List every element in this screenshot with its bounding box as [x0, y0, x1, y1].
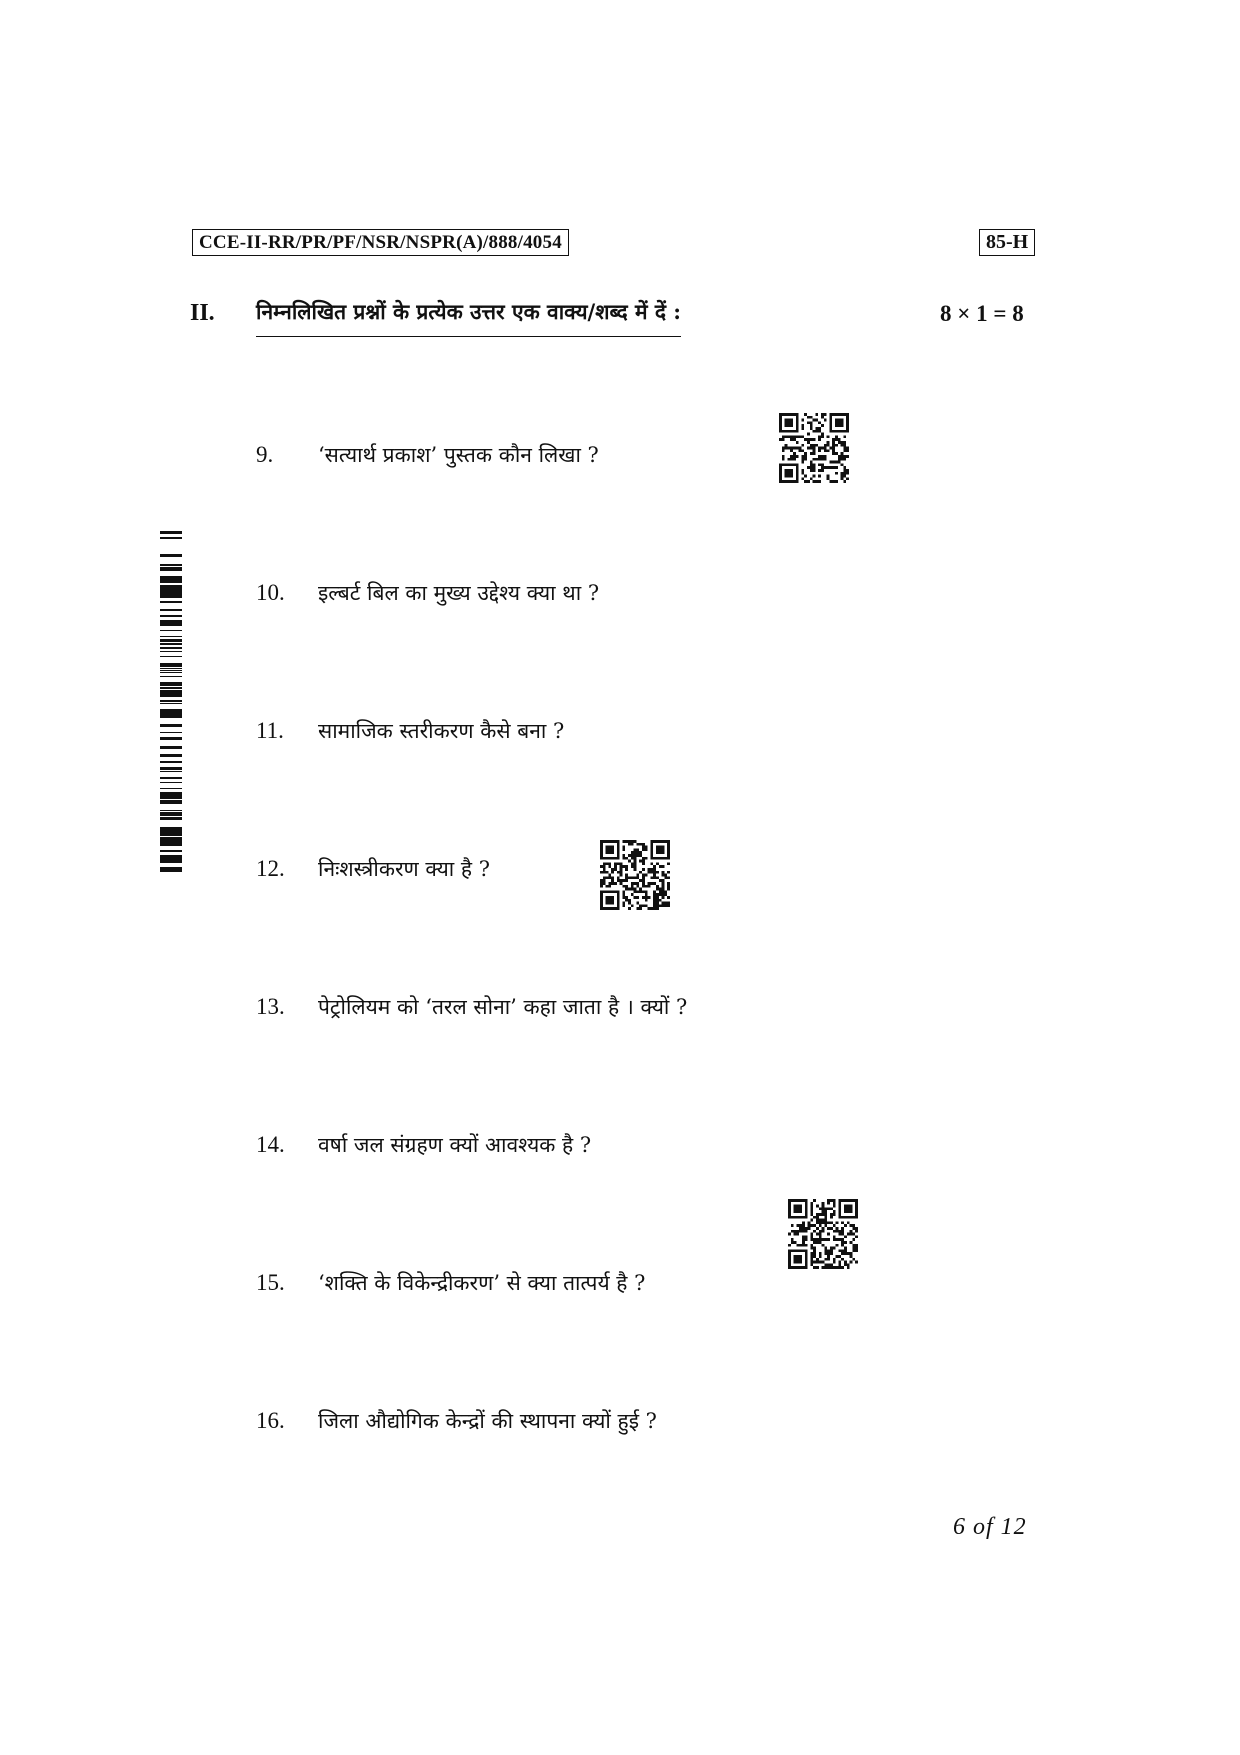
- question-number: 12.: [256, 856, 285, 881]
- question-number: 11.: [256, 718, 284, 743]
- qr-code-icon: [600, 840, 670, 910]
- question-13: [256, 993, 687, 1021]
- page-indicator: 6 of 12: [953, 1514, 1027, 1540]
- question-number: 14.: [256, 1132, 285, 1157]
- question-text: निःशस्त्रीकरण क्या है ?: [318, 857, 491, 881]
- question-text: इल्बर्ट बिल का मुख्य उद्देश्य क्या था ?: [318, 581, 600, 605]
- barcode-icon: [160, 527, 182, 872]
- question-text: ‘शक्ति के विकेन्द्रीकरण’ से क्या तात्पर्य है ?: [318, 1271, 646, 1295]
- question-text: सामाजिक स्तरीकरण कैसे बना ?: [318, 719, 565, 743]
- question-16: [256, 1407, 657, 1435]
- section-marks: 8 × 1 = 8: [940, 301, 1024, 326]
- question-12: [256, 855, 490, 883]
- question-10: [256, 579, 599, 607]
- question-14: [256, 1131, 591, 1159]
- question-number: 10.: [256, 580, 285, 605]
- question-9: [256, 441, 599, 469]
- paper-code: 85-H: [979, 229, 1035, 256]
- section-instruction: निम्नलिखित प्रश्नों के प्रत्येक उत्तर एक वाक्य/शब्द में दें :: [256, 298, 681, 337]
- question-11: [256, 717, 564, 745]
- question-number: 16.: [256, 1408, 285, 1433]
- question-text: पेट्रोलियम को ‘तरल सोना’ कहा जाता है । क्यों ?: [318, 995, 688, 1019]
- question-number: 13.: [256, 994, 285, 1019]
- question-text: वर्षा जल संग्रहण क्यों आवश्यक है ?: [318, 1133, 592, 1157]
- qr-code-icon: [779, 413, 849, 483]
- question-text: ‘सत्यार्थ प्रकाश’ पुस्तक कौन लिखा ?: [318, 443, 599, 467]
- section-number: II.: [190, 300, 215, 326]
- question-number: 9.: [256, 442, 274, 467]
- exam-code: CCE-II-RR/PR/PF/NSR/NSPR(A)/888/4054: [192, 229, 569, 256]
- question-number: 15.: [256, 1270, 285, 1295]
- qr-code-icon: [788, 1199, 858, 1269]
- question-15: [256, 1269, 645, 1297]
- question-text: जिला औद्योगिक केन्द्रों की स्थापना क्यों हुई ?: [318, 1409, 657, 1433]
